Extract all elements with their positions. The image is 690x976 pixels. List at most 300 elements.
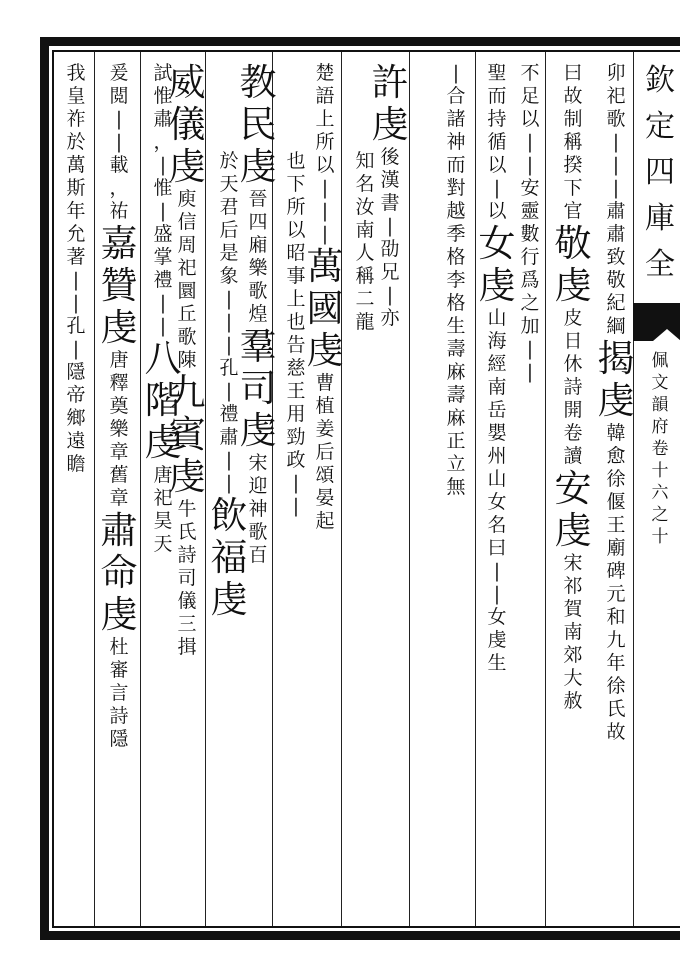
text-char: 知: [355, 150, 375, 172]
text-char: 釋: [109, 372, 129, 394]
text-char: 植: [315, 395, 335, 417]
text-char: 不: [520, 62, 540, 84]
text-char: 丘: [177, 303, 197, 325]
text-char: 女: [487, 491, 507, 513]
text-char: 牛: [177, 498, 197, 520]
text-char: 格: [446, 246, 466, 268]
text-char: 讀: [563, 445, 583, 467]
text-char: 以: [286, 219, 306, 241]
text-char: 帝: [66, 384, 86, 406]
text-char: 和: [606, 606, 626, 628]
text-char: 肅: [606, 200, 626, 222]
text-char: 用: [286, 403, 306, 425]
text-char: 兄: [380, 261, 400, 283]
text-char: 經: [487, 353, 507, 375]
text-char: 晉: [248, 188, 268, 210]
title-char: 欽: [645, 63, 675, 98]
text-char: 三: [177, 613, 197, 635]
text-char: 愈: [606, 445, 626, 467]
text-char: 所: [315, 131, 335, 153]
text-char: |: [72, 338, 80, 360]
text-char: 下: [563, 177, 583, 199]
text-char: |: [159, 154, 167, 176]
text-char: 楚: [315, 62, 335, 84]
text-char: 閲: [109, 85, 129, 107]
entry-heading-char: 虔: [306, 329, 344, 372]
text-char: 肅: [153, 108, 173, 130]
text-char: 隱: [66, 361, 86, 383]
volume-label: [640, 350, 680, 548]
text-char: 曰: [487, 537, 507, 559]
text-char: 姜: [315, 418, 335, 440]
text-char: 萬: [66, 154, 86, 176]
text-char: 曰: [563, 62, 583, 84]
text-char: 龍: [355, 311, 375, 333]
text-char: 生: [446, 315, 466, 337]
text-char: 王: [286, 380, 306, 402]
text-char: 以: [315, 154, 335, 176]
text-char: |: [493, 583, 501, 605]
text-column: [553, 62, 593, 713]
text-char: 聖: [487, 62, 507, 84]
text-char: 試: [153, 62, 173, 84]
entry-heading-char: 羣: [239, 325, 277, 368]
text-char: 偃: [606, 491, 626, 513]
text-char: 爲: [520, 269, 540, 291]
text-char: |: [386, 284, 394, 306]
text-char: 隱: [109, 728, 129, 750]
text-char: 爰: [109, 62, 129, 84]
text-char: 碑: [606, 560, 626, 582]
text-char: 樂: [109, 418, 129, 440]
text-char: 孔: [66, 315, 86, 337]
text-char: 足: [520, 85, 540, 107]
text-char: 元: [606, 583, 626, 605]
text-char: 敬: [606, 269, 626, 291]
text-char: 故: [606, 721, 626, 743]
text-char: 循: [487, 131, 507, 153]
text-char: 壽: [446, 338, 466, 360]
text-char: 廟: [606, 537, 626, 559]
text-char: |: [321, 200, 329, 222]
text-char: 卷: [563, 422, 583, 444]
text-char: 稱: [355, 265, 375, 287]
volume-char: 之: [651, 505, 669, 525]
entry-heading-char: 國: [306, 287, 344, 330]
text-char: 賀: [563, 598, 583, 620]
text-char: |: [612, 154, 620, 176]
text-char: 大: [563, 667, 583, 689]
text-char: 神: [248, 498, 268, 520]
text-char: 祁: [563, 575, 583, 597]
text-char: |: [526, 361, 534, 383]
entry-heading-char: 安: [554, 467, 592, 510]
text-char: 海: [487, 330, 507, 352]
text-char: 山: [487, 307, 507, 329]
text-char: 昭: [286, 242, 306, 264]
text-char: |: [225, 288, 233, 310]
text-char: 故: [563, 85, 583, 107]
text-char: 年: [66, 200, 86, 222]
text-char: |: [225, 380, 233, 402]
text-char: 揆: [563, 154, 583, 176]
text-char: 孔: [219, 357, 239, 379]
entry-heading-char: 虔: [100, 306, 138, 349]
text-char: 肅: [606, 223, 626, 245]
text-char: 虔: [487, 629, 507, 651]
text-char: 四: [248, 211, 268, 233]
text-char: 歌: [177, 326, 197, 348]
text-char: 格: [446, 292, 466, 314]
text-char: 肅: [219, 426, 239, 448]
entry-heading-char: 飲: [210, 494, 248, 537]
fishtail-mark: [633, 303, 680, 341]
entry-heading-char: 賓: [168, 413, 206, 456]
text-char: 神: [446, 131, 466, 153]
entry-heading-char: 儀: [168, 103, 206, 146]
text-char: 惟: [153, 177, 173, 199]
text-char: 開: [563, 399, 583, 421]
text-char: 休: [563, 353, 583, 375]
text-char: 樂: [248, 257, 268, 279]
text-char: 上: [286, 288, 306, 310]
text-char: 宋: [563, 552, 583, 574]
text-char: 象: [219, 265, 239, 287]
text-char: 行: [520, 246, 540, 268]
text-char: 斯: [66, 177, 86, 199]
text-char: 以: [520, 108, 540, 130]
text-column: [56, 62, 96, 476]
text-char: 周: [177, 234, 197, 256]
text-char: 唐: [109, 349, 129, 371]
text-char: 合: [446, 85, 466, 107]
text-char: |: [159, 292, 167, 314]
text-char: 以: [487, 154, 507, 176]
text-char: 諸: [446, 108, 466, 130]
text-char: 下: [286, 173, 306, 195]
entry-heading-char: 福: [210, 536, 248, 579]
entry-heading-char: 階: [144, 379, 182, 422]
volume-char: 十: [651, 527, 669, 547]
text-char: 日: [563, 330, 583, 352]
entry-heading-char: 虔: [168, 455, 206, 498]
entry-heading-char: 揭: [597, 337, 635, 380]
text-char: 壽: [446, 384, 466, 406]
entry-heading-char: 虔: [239, 145, 277, 188]
text-char: 曹: [315, 372, 335, 394]
entry-heading-char: 命: [100, 551, 138, 594]
text-char: 陳: [177, 349, 197, 371]
text-char: 州: [487, 445, 507, 467]
entry-heading-char: 虔: [371, 103, 409, 146]
text-char: 季: [446, 223, 466, 245]
text-column: [436, 62, 476, 499]
text-char: 數: [520, 223, 540, 245]
text-char: 迎: [248, 475, 268, 497]
text-char: 瞻: [66, 453, 86, 475]
text-char: |: [72, 269, 80, 291]
text-char: 徐: [606, 675, 626, 697]
text-column: [596, 62, 636, 744]
text-char: 歌: [606, 108, 626, 130]
text-char: 我: [66, 62, 86, 84]
text-char: 立: [446, 453, 466, 475]
text-char: 庾: [177, 188, 197, 210]
text-char: 年: [606, 652, 626, 674]
text-char: |: [72, 292, 80, 314]
text-char: 紀: [606, 292, 626, 314]
entry-heading-char: 虔: [239, 409, 277, 452]
text-char: |: [292, 472, 300, 494]
entry-heading-char: 九: [168, 371, 206, 414]
title-char: 全: [645, 247, 675, 282]
text-char: 氏: [606, 698, 626, 720]
text-char: 廂: [248, 234, 268, 256]
text-char: 奠: [109, 395, 129, 417]
text-char: 後: [380, 146, 400, 168]
text-char: 岳: [487, 399, 507, 421]
text-char: 越: [446, 200, 466, 222]
text-char: 卯: [606, 62, 626, 84]
text-char: |: [321, 223, 329, 245]
text-char: |: [292, 495, 300, 517]
text-char: 詩: [563, 376, 583, 398]
text-char: |: [493, 177, 501, 199]
text-char: 制: [563, 108, 583, 130]
text-char: 書: [380, 192, 400, 214]
text-char: 圜: [177, 280, 197, 302]
text-char: |: [225, 334, 233, 356]
text-char: 王: [606, 514, 626, 536]
text-char: 南: [355, 219, 375, 241]
text-char: |: [159, 315, 167, 337]
text-char: 君: [219, 196, 239, 218]
text-char: 著: [66, 246, 86, 268]
text-char: |: [115, 108, 123, 130]
text-char: ，: [109, 177, 129, 199]
entry-heading-char: 虔: [210, 578, 248, 621]
text-char: |: [115, 131, 123, 153]
entry-heading-char: 民: [239, 103, 277, 146]
text-char: 司: [177, 567, 197, 589]
text-char: 赦: [563, 690, 583, 712]
text-char: 詩: [109, 705, 129, 727]
text-char: 山: [487, 468, 507, 490]
text-char: 於: [66, 131, 86, 153]
text-char: |: [526, 338, 534, 360]
text-char: 語: [315, 85, 335, 107]
text-char: 官: [563, 200, 583, 222]
text-char: |: [526, 131, 534, 153]
text-char: 詩: [177, 544, 197, 566]
volume-char: 卷: [651, 439, 669, 459]
text-char: 禮: [153, 269, 173, 291]
entry-heading-char: 虔: [597, 379, 635, 422]
text-char: 章: [109, 441, 129, 463]
text-char: 二: [355, 288, 375, 310]
volume-char: 府: [651, 417, 669, 437]
text-char: 后: [219, 219, 239, 241]
text-char: 上: [315, 108, 335, 130]
text-char: 皮: [563, 307, 583, 329]
text-char: 安: [520, 177, 540, 199]
title-char: 定: [645, 109, 675, 144]
text-char: 鄉: [66, 407, 86, 429]
text-char: 勁: [286, 426, 306, 448]
entry-heading-char: 虔: [554, 509, 592, 552]
text-column: [143, 62, 183, 556]
text-char: |: [386, 215, 394, 237]
text-char: 天: [153, 533, 173, 555]
text-char: 人: [355, 242, 375, 264]
column-rule: [140, 52, 141, 926]
text-char: 歌: [248, 280, 268, 302]
book-title: [640, 58, 680, 288]
text-char: 南: [487, 376, 507, 398]
text-char: |: [225, 472, 233, 494]
entry-heading-char: 許: [371, 61, 409, 104]
text-char: 也: [286, 150, 306, 172]
volume-char: 佩: [651, 351, 669, 371]
text-char: 宋: [248, 452, 268, 474]
text-column: [345, 150, 385, 334]
entry-heading-char: 教: [239, 61, 277, 104]
title-char: 四: [645, 155, 675, 190]
text-char: 杜: [109, 636, 129, 658]
text-char: 載: [109, 154, 129, 176]
text-char: 唐: [153, 464, 173, 486]
text-char: 晏: [315, 487, 335, 509]
text-char: 百: [248, 544, 268, 566]
text-char: 劭: [380, 238, 400, 260]
text-char: 祚: [66, 108, 86, 130]
entry-heading-char: 司: [239, 367, 277, 410]
text-char: 揖: [177, 636, 197, 658]
text-char: 信: [177, 211, 197, 233]
text-char: 生: [487, 652, 507, 674]
entry-heading-char: 嘉: [100, 222, 138, 265]
text-char: 所: [286, 196, 306, 218]
text-char: 之: [520, 292, 540, 314]
text-char: 而: [446, 154, 466, 176]
text-char: |: [493, 560, 501, 582]
text-char: |: [526, 154, 534, 176]
text-char: 皇: [66, 85, 86, 107]
entry-heading-char: 萬: [306, 245, 344, 288]
text-char: 頌: [315, 464, 335, 486]
entry-heading-char: 虔: [168, 145, 206, 188]
text-char: 舊: [109, 464, 129, 486]
text-char: 掌: [153, 246, 173, 268]
text-char: 對: [446, 177, 466, 199]
text-char: 天: [219, 173, 239, 195]
text-char: 九: [606, 629, 626, 651]
text-char: 女: [487, 606, 507, 628]
text-char: |: [159, 200, 167, 222]
text-char: 持: [487, 108, 507, 130]
text-char: 政: [286, 449, 306, 471]
text-char: 儀: [177, 590, 197, 612]
volume-char: 十: [651, 461, 669, 481]
entry-heading-char: 贊: [100, 264, 138, 307]
text-char: 也: [286, 311, 306, 333]
text-char: 徐: [606, 468, 626, 490]
text-char: 麻: [446, 407, 466, 429]
text-char: 盛: [153, 223, 173, 245]
entry-heading-char: 虔: [100, 593, 138, 636]
text-char: 綱: [606, 315, 626, 337]
text-column: [99, 62, 139, 751]
text-char: 麻: [446, 361, 466, 383]
text-char: 加: [520, 315, 540, 337]
text-char: 名: [487, 514, 507, 536]
text-char: 郊: [563, 644, 583, 666]
text-char: 而: [487, 85, 507, 107]
text-char: 氏: [177, 521, 197, 543]
entry-heading-char: 虔: [144, 421, 182, 464]
text-char: 靈: [520, 200, 540, 222]
entry-heading-char: 虔: [478, 264, 516, 307]
text-char: 告: [286, 334, 306, 356]
volume-char: 文: [651, 373, 669, 393]
text-char: 稱: [563, 131, 583, 153]
text-char: 允: [66, 223, 86, 245]
text-char: 祀: [606, 85, 626, 107]
text-char: 祐: [109, 200, 129, 222]
text-column: [209, 150, 249, 621]
text-char: 亦: [380, 307, 400, 329]
text-char: 言: [109, 682, 129, 704]
text-char: 煌: [248, 303, 268, 325]
text-char: 汝: [355, 196, 375, 218]
text-char: |: [225, 311, 233, 333]
text-char: |: [321, 177, 329, 199]
text-column: [477, 62, 517, 675]
text-char: 起: [315, 510, 335, 532]
text-char: 昊: [153, 510, 173, 532]
entry-heading-char: 肅: [100, 509, 138, 552]
text-char: 章: [109, 487, 129, 509]
text-char: 審: [109, 659, 129, 681]
text-char: 正: [446, 430, 466, 452]
text-char: 南: [563, 621, 583, 643]
entry-heading-char: 威: [168, 61, 206, 104]
entry-heading-char: 虔: [554, 264, 592, 307]
text-char: 祀: [177, 257, 197, 279]
text-char: 無: [446, 476, 466, 498]
text-char: 以: [487, 200, 507, 222]
text-char: 遠: [66, 430, 86, 452]
text-char: 后: [315, 441, 335, 463]
entry-heading-char: 敬: [554, 222, 592, 265]
volume-char: 六: [651, 483, 669, 503]
text-char: 名: [355, 173, 375, 195]
text-char: 於: [219, 150, 239, 172]
text-char: 惟: [153, 85, 173, 107]
text-char: 慈: [286, 357, 306, 379]
volume-char: 韻: [651, 395, 669, 415]
text-char: 禮: [219, 403, 239, 425]
text-char: |: [452, 62, 460, 84]
text-char: 漢: [380, 169, 400, 191]
text-char: 韓: [606, 422, 626, 444]
text-char: 致: [606, 246, 626, 268]
text-char: 嬰: [487, 422, 507, 444]
text-char: 李: [446, 269, 466, 291]
text-char: |: [612, 177, 620, 199]
text-char: |: [612, 131, 620, 153]
text-column: [276, 150, 316, 518]
